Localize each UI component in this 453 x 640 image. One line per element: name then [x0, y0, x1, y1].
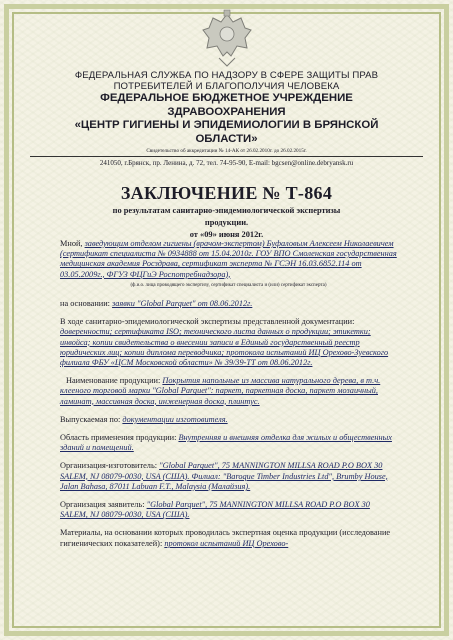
subtitle-line-3: от «09» июня 2012г.	[189, 230, 264, 239]
institution-line-1: ФЕДЕРАЛЬНОЕ БЮДЖЕТНОЕ УЧРЕЖДЕНИЕ	[100, 92, 353, 104]
applicant-label: Организация заявитель:	[60, 500, 145, 510]
materials-label: Материалы, на основании которых проводилась экспертная оценка продукции (исследование гигиенических показателей):	[60, 528, 391, 548]
produced-by-label: Выпускаемая по:	[60, 414, 121, 424]
applicant-paragraph	[60, 500, 397, 520]
institution-line-3: «ЦЕНТР ГИГИЕНЫ И ЭПИДЕМИОЛОГИИ В БРЯНСКОЙ	[74, 119, 379, 131]
basis-paragraph	[60, 299, 397, 309]
materials-text: протокол испытаний ИЦ Орехово-	[164, 538, 289, 548]
documentation-text: доверенности; сертификата ISO; технического листа данных о продукции; этикетки; инвойса; копии свидетельства о внесении записи в Единый государственный реестр юридических лиц; копии диплома переводчика; протокола испытаний ИЦ Орехово-Зуевского филиала ФБУ «ЦСМ Московской области» № 39/39-ТТ от 08.06.2012г.	[60, 327, 389, 368]
documentation-label: В ходе санитарно-эпидемиологической экспертизы представленной документации:	[60, 317, 355, 327]
expert-text: заведующим отделом гигиены (врачом-экспертом) Буфаловым Алексеем Николаевичем (сертификат специалиста № 0934888 от 15.04.2010г. ГОУ ВПО Смоленская государственная медицинская академия Росздрава, сертификат эксперта № ГСЭН 16.03.6852.114 от 03.05.2009г., ФГУЗ ФЦГиЭ Роспотребнадзора),	[60, 239, 397, 279]
expert-label: Мной,	[60, 239, 83, 248]
manufacturer-label: Организация-изготовитель:	[60, 461, 158, 471]
basis-text: заявки "Global Parquet" от 08.06.2012г.	[112, 299, 253, 309]
scope-text: Внутренняя и внешняя отделка для жилых и общественных зданий и помещений.	[60, 433, 392, 453]
coat-of-arms-emblem	[199, 8, 255, 68]
institution-line-2: ЗДРАВООХРАНЕНИЯ	[167, 105, 286, 118]
agency-line-2: ПОТРЕБИТЕЛЕЙ И БЛАГОПОЛУЧИЯ ЧЕЛОВЕКА	[113, 81, 340, 92]
accreditation-line: Свидетельство об аккредитации № 14-АК от 26.02.2010г. до 26.02.2015г.	[30, 148, 423, 157]
document-header	[30, 70, 423, 167]
subtitle-line-2: продукции.	[204, 218, 249, 227]
scope-paragraph	[60, 433, 397, 453]
document-title: ЗАКЛЮЧЕНИЕ № Т-864	[120, 183, 333, 203]
expert-paragraph	[60, 239, 397, 291]
product-name-paragraph	[60, 376, 397, 407]
title-block	[30, 183, 423, 240]
applicant-text: "Global Parquet", 75 MANNINGTON MILLSA ROAD P.O BOX 30 SALEM, NJ 08079-0030, USA (США).	[60, 500, 370, 520]
institution-line-4: ОБЛАСТИ»	[195, 132, 258, 145]
expert-note: (ф.и.о. лица проводящего экспертизу, сертификат специалиста и (или) сертификат эксперта)	[130, 282, 327, 288]
manufacturer-text: "Global Parquet", 75 MANNINGTON MILLSA ROAD P.O BOX 30 SALEM, NJ 08079-0030, USA (США). Филиал: "Baroque Timber Industries Ltd", Brumby House, Jalan Bahasa, 87011 Labuan F.T., Malaysia (Малайзия).	[60, 461, 388, 491]
basis-label: на основании:	[60, 299, 110, 309]
documentation-paragraph	[60, 317, 397, 368]
scope-label: Область применения продукции:	[60, 433, 177, 443]
manufacturer-paragraph	[60, 461, 397, 492]
product-name-label: Наименование продукции:	[66, 376, 161, 386]
subtitle-line-1: по результатам санитарно-эпидемиологической экспертизы	[112, 206, 341, 215]
document-body	[60, 239, 397, 557]
product-name-text: Покрытия напольные из массива натурального дерева, в т.ч. клееного торговой марки "Global Parquet": паркет, паркетная доска, паркет мозаичный, ламинат, массивная доска, инженерная доска, плинтус.	[60, 376, 381, 406]
address-line: 241050, г.Брянск, пр. Ленина, д. 72, тел. 74-95-90, E-mail: bgcsen@online.debryansk.ru	[99, 159, 354, 167]
materials-paragraph	[60, 528, 397, 548]
agency-line-1: ФЕДЕРАЛЬНАЯ СЛУЖБА ПО НАДЗОРУ В СФЕРЕ ЗАЩИТЫ ПРАВ	[74, 70, 379, 81]
produced-by-text: документации изготовителя.	[122, 414, 228, 424]
produced-by-paragraph	[60, 415, 397, 425]
